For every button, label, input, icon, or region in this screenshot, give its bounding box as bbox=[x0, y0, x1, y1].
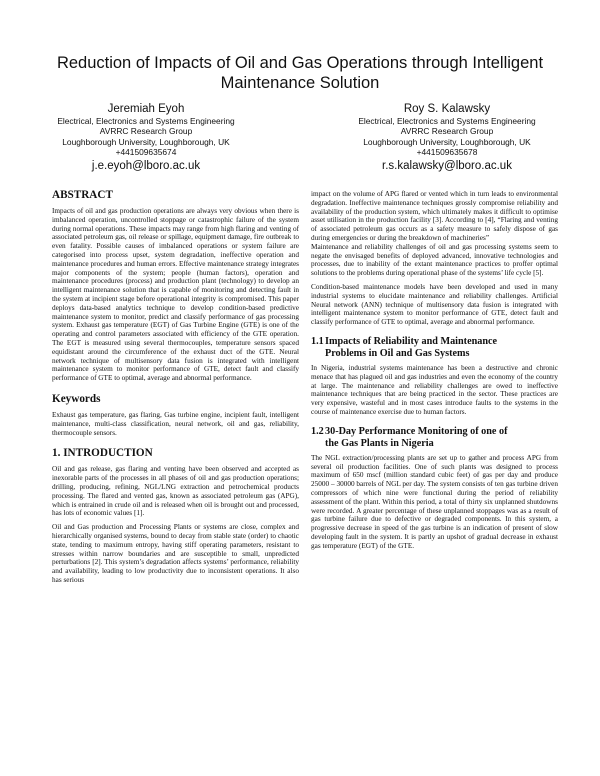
author-phone: +441509635678 bbox=[416, 147, 478, 158]
author-university: Loughborough University, Loughborough, UK bbox=[363, 136, 531, 147]
author-group: AVRRC Research Group bbox=[99, 126, 193, 137]
left-column bbox=[52, 188, 299, 585]
section-1-2-text: The NGL extraction/processing plants are set up to gather and process APG from several oil production facilities. One of such plants was designed to process maximum of 650 mscf (million standard cubic feet) of gas per day and produce 25000 – 30000 barrels of NGL per day. The system consists of ten gas turbine driven compressors of which nine were functional during the period of reliability assessment of the plant. Within this period, a total of thirty six unplanned shutdowns were recorded. A greater percentage of these unplanned stoppages was as a result of gas turbine failure due to defective or degraded components. In this system, a progressive decrease in speed of the gas turbine is an indication of present of slow developing fault in the system. It is partly an upshot of gradual decrease in exhaust gas temperature (EGT) of the GTE. bbox=[311, 453, 558, 550]
right-paragraph-1: impact on the volume of APG flared or vented which in turn leads to environmental degradation. Ineffective maintenance techniques grossly compromise reliability and availability of the production system, which ultimately makes it difficult to optimise asset utilisation in the production facility [3]. According to [4], “Flaring and venting of associated petroleum gas occurs as a safety measure to safely dispose of gas during emergencies or during the breakdown of machineries” bbox=[311, 190, 558, 242]
author-name: Jeremiah Eyoh bbox=[107, 103, 185, 115]
section-title-line-2: Problems in Oil and Gas Systems bbox=[325, 348, 470, 360]
author-email[interactable]: r.s.kalawsky@lboro.ac.uk bbox=[382, 159, 512, 172]
keywords-text: Exhaust gas temperature, gas flaring, Gas turbine engine, incipient fault, intelligent maintenance, multi-class classification, neural network, oil and gas, reliability, thermocouple sensors. bbox=[52, 410, 299, 437]
section-1-2-heading bbox=[311, 426, 558, 451]
introduction-heading: 1. INTRODUCTION bbox=[52, 447, 153, 460]
author-email[interactable]: j.e.eyoh@lboro.ac.uk bbox=[91, 159, 201, 172]
paper-title: Reduction of Impacts of Oil and Gas Operations through Intelligent Maintenance Solution bbox=[56, 54, 544, 92]
section-number: 1.2 bbox=[311, 425, 324, 437]
author-university: Loughborough University, Loughborough, UK bbox=[62, 136, 230, 147]
author-affiliation: Electrical, Electronics and Systems Engineering bbox=[358, 116, 536, 126]
right-paragraph-3: Condition-based maintenance models have been developed and used in many industrial systems to elucidate maintenance and reliability challenges. Artificial Neural network (ANN) technique of multisensory data fusion is integrated with intelligent maintenance system to monitor performance of GTE, detect fault and classify performance of GTE to optimal, average and abnormal performance. bbox=[311, 282, 558, 327]
section-1-1-text: In Nigeria, industrial systems maintenance has been a destructive and chronic menace that has plagued oil and gas industries and even the economy of the country at large. The maintenance and reliability challenges are owed to ineffective maintenance techniques that are being practiced in the sector. These practices are very expensive, wasteful and in most cases introduce faults to the systems in the course of maintenance exercise due to human factors. bbox=[311, 363, 558, 416]
section-number: 1.1 bbox=[311, 335, 324, 347]
author-affiliation: Electrical, Electronics and Systems Engineering bbox=[57, 116, 235, 126]
author-block-2 bbox=[327, 102, 567, 173]
intro-paragraph-1: Oil and gas release, gas flaring and venting have been observed and accepted as inexorable parts of the processes in all phases of oil and gas production operations; drilling, producing, refining, NGL/LNG extraction and petrochemical products processing. The flared and vented gas, known as associated petroleum gas (APG), which is entrained in crude oil and is released when oil is brought out and processed, has lots of economic values [1]. bbox=[52, 465, 299, 518]
abstract-text: Impacts of oil and gas production operations are always very obvious when there is imbalanced operation, uncontrolled stoppage or catastrophic failure of the system during normal operations. These impacts may range from high flaring and venting of associated petroleum gas, oil release or spillage, equipment damage, fire outbreak to even fatality. Possible causes of imbalanced operations or system failure are categorised into process upset, system degradation, ineffective operation and maintenance procedures and human errors. Effective maintenance strategy integrates major components of the system; people (human factors), operation and maintenance procedures (process) and production plant (technology) to develop an intelligent maintenance solution that is capable of monitoring and detecting fault in the system at incipient stage before operational integrity is compromised. This paper deploys data-based analytics technique to develop condition-based predictive maintenance system to monitor, predict and classify performance of gas processing system. Exhaust gas temperature (EGT) of Gas Turbine Engine (GTE) is one of the operating and control parameters associated with efficiency of the GTE operation. The EGT is measured using several thermocouples, temperature sensors spaced equidistant around the circumference of the exhaust duct of the GTE. Neural network technique of multisensory data fusion is integrated with intelligent maintenance system to monitor performance of GTE, detect fault and classify performance of GTE to optimal, average and abnormal performance. bbox=[52, 207, 299, 383]
keywords-heading: Keywords bbox=[52, 392, 101, 405]
abstract-heading: ABSTRACT bbox=[52, 189, 113, 201]
author-phone: +441509635674 bbox=[115, 147, 177, 158]
section-title-line-1: 30-Day Performance Monitoring of one of bbox=[325, 425, 508, 437]
right-paragraph-2: Maintenance and reliability challenges of oil and gas processing systems seem to negate the envisaged benefits of deployed advanced, innovative technologies and processes, due to inability of the extant maintenance practices to proffer optimal solutions to the problems during operational phase of the systems’ life cycle [5]. bbox=[311, 242, 558, 278]
section-1-1-heading bbox=[311, 336, 558, 361]
author-block-1 bbox=[26, 102, 266, 173]
right-column bbox=[311, 190, 558, 551]
section-title-line-1: Impacts of Reliability and Maintenance bbox=[325, 335, 498, 347]
section-title-line-2: the Gas Plants in Nigeria bbox=[325, 438, 434, 450]
intro-paragraph-2: Oil and Gas production and Processing Plants or systems are close, complex and hierarchically organised systems, bound to decay from stable state (order) to chaotic state, tending to maximum entropy, having stiff operating parameters, resistant to stresses within narrow boundaries and are susceptible to small, unpredicted perturbations [2]. This system’s degradation affects systems’ performance, reliability and availability, leading to low productivity due to inconsistent operations. It also has serious bbox=[52, 523, 299, 584]
author-group: AVRRC Research Group bbox=[400, 126, 494, 137]
author-name: Roy S. Kalawsky bbox=[403, 103, 491, 115]
